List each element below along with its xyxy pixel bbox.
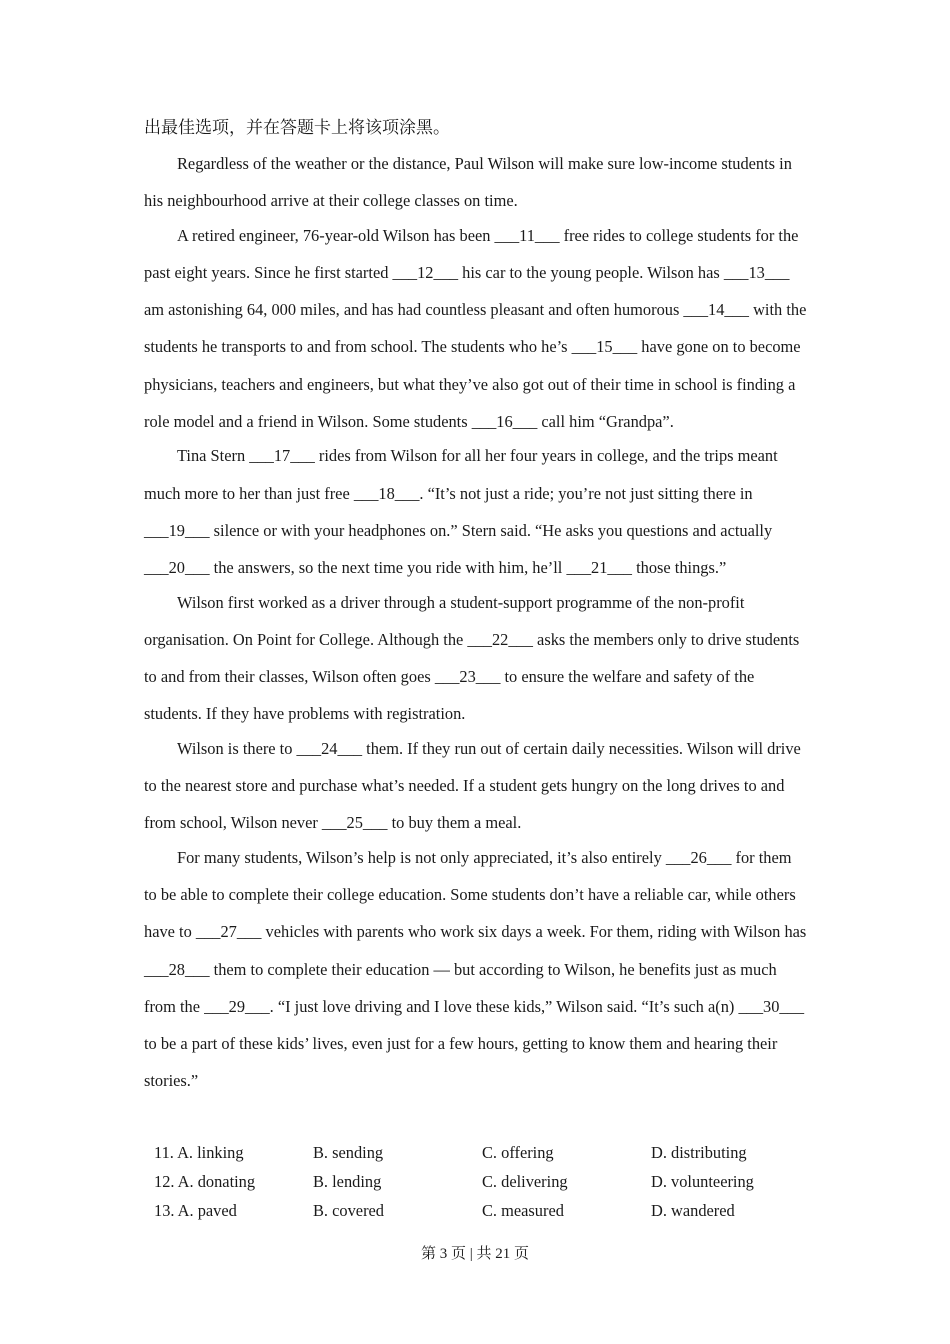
option-a: 13. A. paved [154, 1201, 237, 1220]
question-11-options [154, 1138, 814, 1167]
passage-paragraph-1: Regardless of the weather or the distance, Paul Wilson will make sure low-income students in his neighbourhood arrive at their college classes on time. [144, 154, 792, 211]
passage-paragraph-3: Tina Stern ___17___ rides from Wilson for all her four years in college, and the trips meant much more to her than just free ___18___. “It’s not just a ride; you’re not just sitting there in ___19___ silence or with your headphones on.” Stern said. “He asks you questions and actually ___20___ the answers, so the next time you ride with him, he’ll ___21___ those things.” [144, 446, 778, 578]
option-c: C. offering [482, 1143, 554, 1162]
option-c: C. measured [482, 1201, 564, 1220]
option-b: B. lending [313, 1172, 382, 1191]
option-a: 12. A. donating [154, 1172, 256, 1191]
option-b: B. sending [313, 1143, 384, 1162]
option-b: B. covered [313, 1201, 384, 1220]
passage-paragraph-4: Wilson first worked as a driver through a student-support programme of the non-profit organisation. On Point for College. Although the ___22___ asks the members only to drive students to and from their classes, Wilson often goes ___23___ to ensure the welfare and safety of the students. If they have problems with registration. [144, 592, 800, 724]
option-d: D. distributing [651, 1143, 747, 1162]
page-number-footer: 第 3 页 | 共 21 页 [420, 1246, 529, 1262]
answer-options [154, 1138, 814, 1225]
option-d: D. volunteering [651, 1172, 754, 1191]
passage-paragraph-2: A retired engineer, 76-year-old Wilson has been ___11___ free rides to college students for the past eight years. Since he first started ___12___ his car to the young people. Wilson has ___13___ am astonishing 64, 000 miles, and has had countless pleasant and often humorous ___14___ with the students he transports to and from school. The students who he’s ___15___ have gone on to become physicians, teachers and engineers, but what they’ve also got out of their time in school is finding a role model and a friend in Wilson. Some students ___16___ call him “Grandpa”. [144, 225, 807, 432]
cloze-passage [144, 145, 808, 1100]
option-d: D. wandered [651, 1201, 735, 1220]
passage-paragraph-5: Wilson is there to ___24___ them. If they run out of certain daily necessities. Wilson will drive to the nearest store and purchase what’s needed. If a student gets hungry on the long drives to and from school, Wilson never ___25___ to buy them a meal. [144, 738, 801, 833]
option-a: 11. A. linking [154, 1143, 244, 1162]
passage-paragraph-6: For many students, Wilson’s help is not only appreciated, it’s also entirely ___26___ for them to be able to complete their college education. Some students don’t have a reliable car, while others have to ___27___ vehicles with parents who work six days a week. For them, riding with Wilson has ___28___ them to complete their education — but according to Wilson, he benefits just as much from the ___29___. “I just love driving and I love these kids,” Wilson said. “It’s such a(n) ___30___ to be a part of these kids’ lives, even just for a few hours, getting to know them and hearing their stories.” [144, 847, 807, 1091]
question-12-options [154, 1167, 814, 1196]
instruction-line: 出最佳选项，并在答题卡上将该项涂黑。 [144, 118, 450, 137]
question-13-options [154, 1196, 814, 1225]
option-c: C. delivering [482, 1172, 568, 1191]
